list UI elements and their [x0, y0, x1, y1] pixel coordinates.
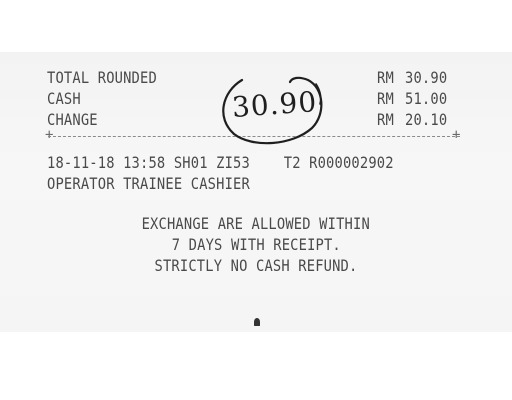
policy-line-2 — [0, 236, 512, 254]
transaction-line: 18-11-18 13:58 SH01 ZI53 T2 R000002902 — [47, 153, 394, 172]
change-currency: RM — [377, 110, 394, 129]
policy-line-1-text: EXCHANGE ARE ALLOWED WITHIN — [141, 214, 371, 233]
handwritten-amount: 30.90 — [230, 85, 319, 124]
change-label: CHANGE — [47, 110, 98, 129]
total-rounded-amount: 30.90 — [405, 68, 448, 87]
policy-line-3-text: STRICTLY NO CASH REFUND. — [154, 256, 358, 275]
cash-amount: 51.00 — [405, 89, 448, 108]
cash-label: CASH — [47, 89, 81, 108]
cash-currency: RM — [377, 89, 394, 108]
policy-line-1 — [0, 215, 512, 233]
total-rounded-currency: RM — [377, 68, 394, 87]
operator-line: OPERATOR TRAINEE CASHIER — [47, 174, 250, 193]
paper-speck — [254, 318, 260, 326]
total-rounded-label: TOTAL ROUNDED — [47, 68, 157, 87]
divider-left-plus: + — [45, 127, 54, 143]
change-amount: 20.10 — [405, 110, 448, 129]
handwritten-circled-total — [212, 70, 330, 150]
policy-line-2-text: 7 DAYS WITH RECEIPT. — [171, 235, 341, 254]
divider-right-plus: + — [452, 127, 461, 143]
policy-line-3 — [0, 257, 512, 275]
